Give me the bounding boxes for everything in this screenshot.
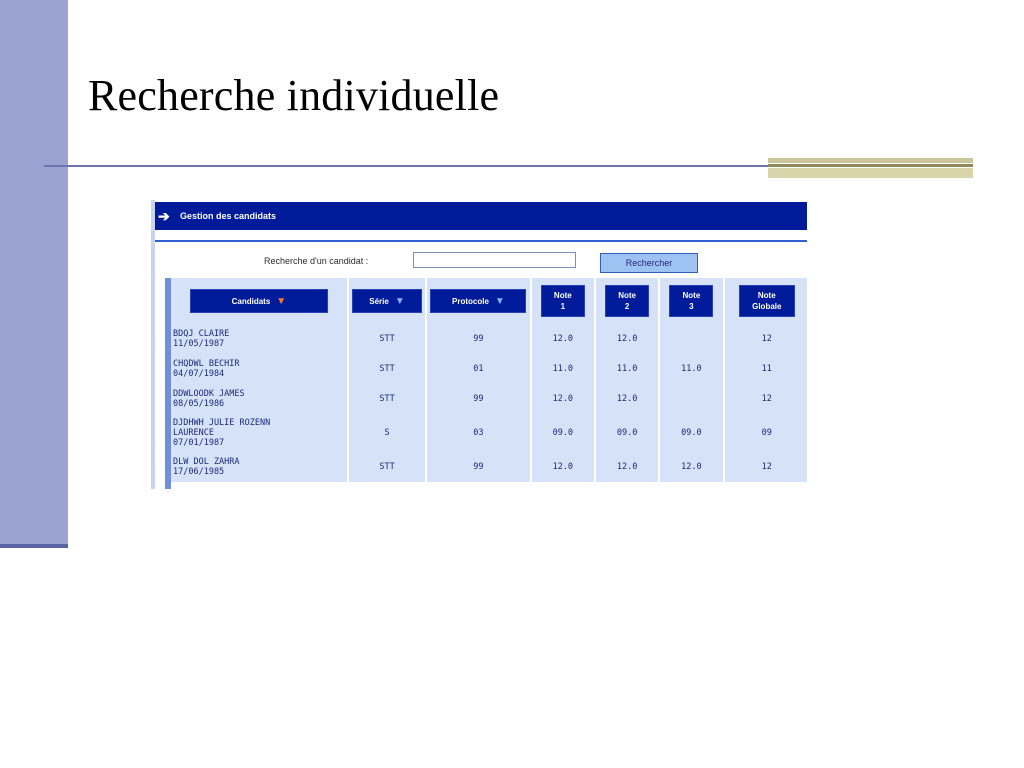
slide-left-bar	[0, 0, 68, 545]
panel-header	[155, 202, 807, 230]
note1-cell: 12.0	[531, 452, 595, 482]
filter-icon: ▼	[394, 295, 405, 307]
search-row	[155, 250, 807, 276]
protocole-cell: 01	[426, 354, 530, 384]
slide-title: Recherche individuelle	[88, 71, 500, 120]
note1-cell: 12.0	[531, 324, 595, 354]
protocole-cell: 99	[426, 324, 530, 354]
filter-serie-button[interactable]: Série ▼	[352, 289, 422, 313]
search-label: Recherche d'un candidat :	[264, 256, 369, 266]
note2-cell: 12.0	[595, 384, 659, 414]
globale-cell: 11	[724, 354, 807, 384]
note2-cell: 09.0	[595, 414, 659, 452]
note3-cell: 09.0	[659, 414, 723, 452]
candidate-cell: CHQDWL BECHIR 04/07/1984	[171, 354, 348, 384]
serie-cell: STT	[348, 452, 426, 482]
candidates-table-area	[165, 278, 807, 489]
note2-cell: 12.0	[595, 324, 659, 354]
header-note-globale[interactable]: Note Globale	[739, 285, 795, 317]
note3-cell	[659, 324, 723, 354]
filter-icon: ▼	[494, 295, 505, 307]
note3-cell: 12.0	[659, 452, 723, 482]
serie-cell: STT	[348, 384, 426, 414]
search-button[interactable]: Rechercher	[600, 253, 698, 273]
note2-cell: 12.0	[595, 452, 659, 482]
table-row[interactable]	[171, 452, 807, 482]
candidate-cell: DLW DOL ZAHRA 17/06/1985	[171, 452, 348, 482]
candidate-cell: BDQJ CLAIRE 11/05/1987	[171, 324, 348, 354]
protocole-cell: 99	[426, 384, 530, 414]
globale-cell: 12	[724, 324, 807, 354]
protocole-cell: 99	[426, 452, 530, 482]
title-divider	[44, 165, 768, 167]
filter-protocole-button[interactable]: Protocole ▼	[430, 289, 526, 313]
candidate-cell: DJDHWH JULIE ROZENN LAURENCE 07/01/1987	[171, 414, 348, 452]
globale-cell: 09	[724, 414, 807, 452]
header-note-2[interactable]: Note 2	[605, 285, 649, 317]
header-note-1[interactable]: Note 1	[541, 285, 585, 317]
serie-cell: STT	[348, 324, 426, 354]
protocole-cell: 03	[426, 414, 530, 452]
serie-cell: S	[348, 414, 426, 452]
header-note-3[interactable]: Note 3	[669, 285, 713, 317]
globale-cell: 12	[724, 384, 807, 414]
table-row[interactable]	[171, 354, 807, 384]
table-row[interactable]	[171, 414, 807, 452]
candidate-cell: DDWLOODK JAMES 08/05/1986	[171, 384, 348, 414]
note2-cell: 11.0	[595, 354, 659, 384]
table-row[interactable]	[171, 324, 807, 354]
table-row[interactable]	[171, 384, 807, 414]
title-accent	[768, 158, 973, 178]
candidates-table	[171, 278, 807, 482]
note1-cell: 12.0	[531, 384, 595, 414]
sort-candidats-button[interactable]: Candidats ▼	[190, 289, 328, 313]
sort-desc-icon: ▼	[276, 295, 287, 307]
arrow-right-icon: ➔	[158, 208, 170, 224]
search-input[interactable]	[413, 252, 576, 268]
candidate-management-screenshot	[151, 200, 807, 489]
globale-cell: 12	[724, 452, 807, 482]
panel-title: Gestion des candidats	[180, 211, 277, 221]
serie-cell: STT	[348, 354, 426, 384]
note3-cell: 11.0	[659, 354, 723, 384]
note1-cell: 09.0	[531, 414, 595, 452]
note3-cell	[659, 384, 723, 414]
note1-cell: 11.0	[531, 354, 595, 384]
slide-left-bar-edge	[0, 544, 68, 548]
panel-divider	[155, 240, 807, 242]
